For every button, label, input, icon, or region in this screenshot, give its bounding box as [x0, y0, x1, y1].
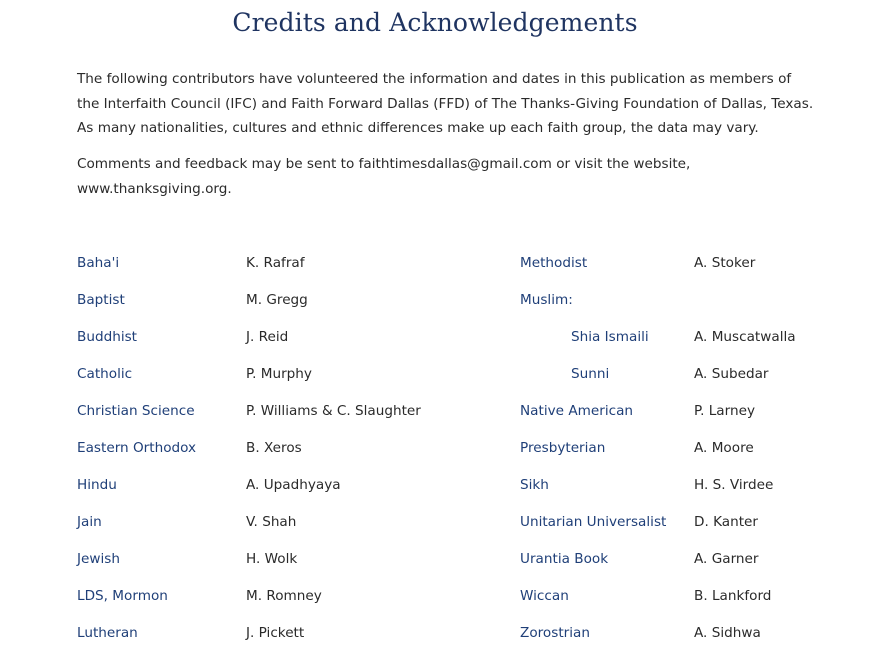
left-faith-column — [77, 251, 196, 658]
website-link[interactable]: www.thanksgiving.org — [77, 180, 228, 197]
contributor-name: A. Subedar — [694, 366, 769, 382]
faith-label: Unitarian Universalist — [520, 514, 667, 530]
faith-label: Sikh — [520, 477, 549, 493]
faith-label: Methodist — [520, 255, 588, 271]
faith-label: Christian Science — [77, 403, 195, 419]
contributor-name: P. Murphy — [246, 366, 312, 382]
contributor-name: J. Reid — [246, 329, 289, 345]
right-contributor-column — [694, 251, 796, 658]
faith-label: Jewish — [77, 551, 120, 567]
contributor-name: A. Stoker — [694, 255, 756, 271]
feedback-email-link[interactable]: faithtimesdallas@gmail.com — [358, 156, 552, 172]
contributor-name: M. Gregg — [246, 292, 308, 308]
contributor-name: V. Shah — [246, 514, 297, 530]
faith-sublabel: Shia Ismaili — [571, 329, 649, 345]
contributor-name — [694, 288, 796, 325]
right-faith-column — [520, 251, 666, 658]
faith-label: Buddhist — [77, 329, 138, 345]
faith-label: Baha'i — [77, 255, 120, 271]
contributor-name: P. Williams & C. Slaughter — [246, 403, 421, 419]
comments-text-middle: or visit the website, — [551, 156, 691, 172]
faith-label: Eastern Orthodox — [77, 440, 197, 456]
faith-label: Wiccan — [520, 588, 569, 604]
contributor-name: A. Sidhwa — [694, 625, 761, 641]
contributor-name: P. Larney — [694, 403, 755, 419]
contributor-name: H. Wolk — [246, 551, 298, 567]
faith-label: Muslim: — [520, 292, 573, 308]
faith-label: LDS, Mormon — [77, 588, 168, 604]
faith-label: Jain — [77, 514, 102, 530]
contributor-name: B. Xeros — [246, 440, 302, 456]
faith-label: Baptist — [77, 292, 125, 308]
contributor-name: M. Romney — [246, 588, 322, 604]
contributor-name: A. Garner — [694, 551, 759, 567]
faith-label: Urantia Book — [520, 551, 609, 567]
faith-label: Lutheran — [77, 625, 138, 641]
contributor-name: A. Moore — [694, 440, 754, 456]
comments-text-end: . — [227, 180, 232, 197]
faith-label: Zorostrian — [520, 625, 590, 641]
contributor-name: K. Rafraf — [246, 255, 305, 271]
faith-sublabel: Sunni — [571, 366, 610, 382]
faith-label: Native American — [520, 403, 634, 419]
faith-label: Presbyterian — [520, 440, 606, 456]
contributor-name: A. Upadhyaya — [246, 477, 341, 493]
contributor-name: A. Muscatwalla — [694, 329, 796, 345]
page-title: Credits and Acknowledgements — [232, 8, 638, 37]
intro-paragraph: The following contributors have volunteered the information and dates in this publication as members of the Interfaith Council (IFC) and Faith Forward Dallas (FFD) of The Thanks-Giving Foundation of Dallas, Texas. As many nationalities, cultures and ethnic differences make up each faith group, the data may vary. — [77, 71, 814, 136]
comments-paragraph — [77, 152, 817, 201]
contributor-name: B. Lankford — [694, 588, 772, 604]
contributor-name: H. S. Virdee — [694, 477, 774, 493]
left-contributor-column — [246, 251, 421, 658]
comments-text-before: Comments and feedback may be sent to — [77, 156, 359, 172]
contributor-name: J. Pickett — [246, 625, 305, 641]
contributor-name: D. Kanter — [694, 514, 759, 530]
faith-label: Hindu — [77, 477, 117, 493]
faith-label: Catholic — [77, 366, 133, 382]
